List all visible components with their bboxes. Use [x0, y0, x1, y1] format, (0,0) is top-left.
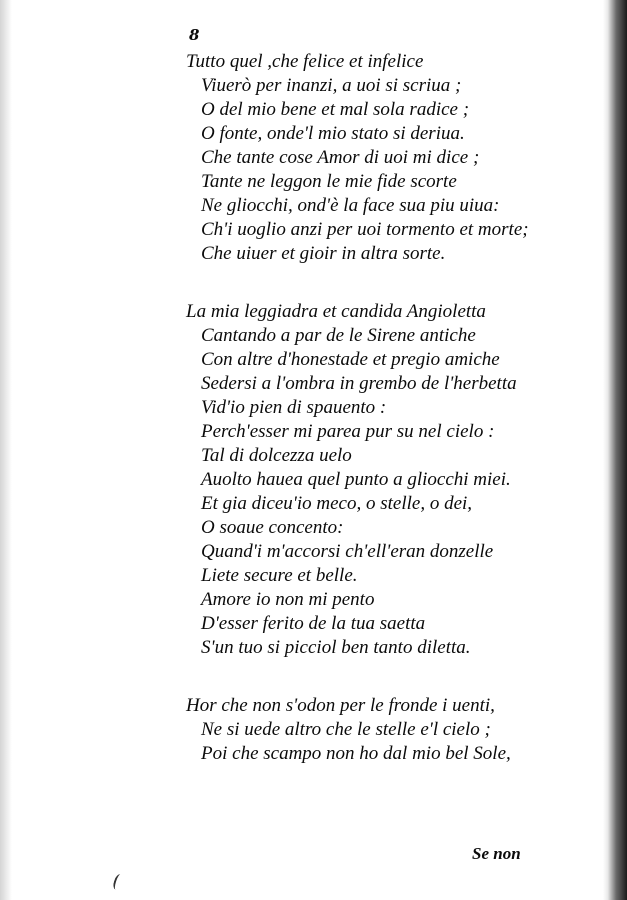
verse-line: Che uiuer et gioir in altra sorte.: [201, 243, 446, 264]
verse-line: Et gia diceu'io meco, o stelle, o dei,: [201, 493, 473, 514]
verse-line: Con altre d'honestade et pregio amiche: [201, 349, 500, 370]
verse-line: Vid'io pien di spauento :: [201, 397, 387, 418]
verse-line: Liete secure et belle.: [201, 565, 358, 586]
verse-line: O del mio bene et mal sola radice ;: [201, 99, 470, 120]
verse-line: La mia leggiadra et candida Angioletta: [186, 301, 486, 322]
catchword: Se non: [472, 844, 521, 863]
verse-line: Amore io non mi pento: [201, 589, 375, 610]
verse-line: Quand'i m'accorsi ch'ell'eran donzelle: [201, 541, 494, 562]
verse-line: O soaue concento:: [201, 517, 344, 538]
verse-line: Cantando a par de le Sirene antiche: [201, 325, 476, 346]
verse-line: O fonte, onde'l mio stato si deriua.: [201, 123, 465, 144]
verse-line: Che tante cose Amor di uoi mi dice ;: [201, 147, 480, 168]
verse-line: Tal di dolcezza uelo: [201, 445, 352, 466]
verse-line: Ne si uede altro che le stelle e'l cielo ;: [201, 719, 491, 740]
poem-text: [186, 50, 586, 766]
stanza-2: [186, 300, 586, 660]
verse-line: Tutto quel ,che felice et infelice: [186, 51, 424, 72]
page-number: 8: [189, 26, 200, 44]
verse-line: Viuerò per inanzi, a uoi si scriua ;: [201, 75, 462, 96]
verse-line: Poi che scampo non ho dal mio bel Sole,: [201, 743, 511, 764]
page-edge-shadow: [603, 0, 627, 900]
page-gutter-shadow: [0, 0, 12, 900]
stanza-1: [186, 50, 586, 266]
stanza-3: [186, 694, 586, 766]
verse-line: D'esser ferito de la tua saetta: [201, 613, 426, 634]
verse-line: S'un tuo si picciol ben tanto diletta.: [201, 637, 471, 658]
verse-line: Ch'i uoglio anzi per uoi tormento et morte;: [201, 219, 529, 240]
verse-line: Auolto hauea quel punto a gliocchi miei.: [201, 469, 511, 490]
verse-line: Ne gliocchi, ond'è la face sua piu uiua:: [201, 195, 500, 216]
verse-line: Sedersi a l'ombra in grembo de l'herbetta: [201, 373, 517, 394]
stanza-break: [186, 266, 586, 300]
verse-line: Perch'esser mi parea pur su nel cielo :: [201, 421, 495, 442]
verse-line: Hor che non s'odon per le fronde i uenti,: [186, 695, 495, 716]
stanza-break: [186, 660, 586, 694]
verse-line: Tante ne leggon le mie fide scorte: [201, 171, 457, 192]
ink-mark-icon: [112, 873, 125, 891]
